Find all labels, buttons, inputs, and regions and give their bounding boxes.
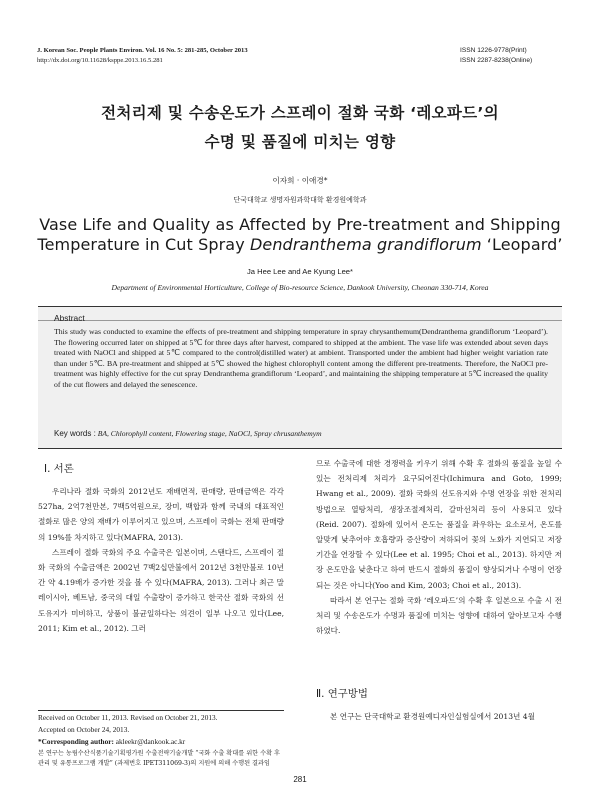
methods-column — [316, 709, 562, 724]
received-dates: Received on October 11, 2013. Revised on October 21, 2013. — [38, 713, 218, 722]
title-ko-line1: 전처리제 및 수송온도가 스프레이 절화 국화 ‘레오파드’의 — [101, 104, 499, 122]
keywords-label: Key words : — [54, 429, 96, 438]
title-en-species: Dendranthema grandiflorum — [249, 235, 482, 254]
right-column — [316, 456, 562, 638]
corresponding-label: *Corresponding author: — [38, 737, 114, 746]
keywords-value: BA, Chlorophyll content, Flowering stage, NaOCl, Spray chrusanthemym — [97, 429, 322, 438]
corresponding-author — [38, 736, 284, 748]
title-en-line2 — [20, 235, 580, 254]
affiliation-en: Department of Environmental Horticulture, College of Bio-resource Science, Dankook University, Cheonan 330-714, Korea — [111, 283, 489, 292]
accepted-date: Accepted on October 24, 2013. — [38, 725, 130, 734]
title-ko-line2: 수명 및 품질에 미치는 영향 — [204, 133, 396, 151]
intro-paragraph-1: 우리나라 절화 국화의 2012년도 재배면적, 판매량, 판매금액은 각각 527ha, 2억7천만본, 7백5억원으로, 장미, 백합과 함께 국내의 대표적인 절화로 많은 양의 재배가 이루어지고 있으며, 스프레이 국화는 전체 판매량의 19%를 차지하고 있다(MAFRA, 2013). — [38, 487, 284, 542]
title-en-line2-pre: Temperature in Cut Spray — [37, 235, 250, 254]
journal-header — [37, 46, 248, 66]
doi-link[interactable]: http://dx.doi.org/10.11628/ksppe.2013.16.5.281 — [37, 57, 163, 64]
affiliation-ko: 단국대학교 생명자원과학대학 환경원예학과 — [233, 196, 367, 204]
intro-paragraph-3: 므로 수출국에 대한 경쟁력을 키우기 위해 수확 후 절화의 품질을 높일 수 있는 전처리제 처리가 요구되어진다(Ichimura and Goto, 1999; Hwang et al., 2009). 절화 국화의 선도유지와 수명 연장을 위한 전처리 방법으로 열탕처리, 생장조절제처리, 갈마선처리 등이 사용되고 있다(Reid. 2007). 절화에 있어서 온도는 품질을 좌우하는 요소로서, 온도를 알맞게 낮추어야 호흡량과 증산량이 저하되어 꽃의 노화가 지연되고 저장기간을 연장할 수 있다(Lee et al. 1995; Choi et al., 2013). 하지만 저장 온도만을 낮춘다고 하여 반드시 절화의 품질이 향상되거나 수명이 연장되는 것은 아니다(Yoo and Kim, 2003; Choi et al., 2013). — [316, 459, 562, 590]
issn-print: ISSN 1226-9778(Print) — [460, 47, 527, 54]
issn-online: ISSN 2287-8238(Online) — [460, 57, 533, 64]
abstract-text: This study was conducted to examine the effects of pre-treatment and shipping temperature in spray chrysanthemum(Dendranthema grandiflorum ‘Leopard’). The flowering occurred later on shipped at 5℃ for three days after harvest, compared to shipped at the ambient. The vase life was extended about seven days treated with NaOCl and shipped at 5℃ compared to the control(distilled water) at ambient. Transported under the ambient had higher weight variation rate than under 5℃. BA pre-treatment and shipped at 5℃ showed the highest chlorophyll content among the different pre-treatments. Therefore, the NaOCl pre-treatment was highly effective for the cut spray Dendranthema grandiflorum ‘Leopard’, and maintaining the shipping temperature at 5℃ increased the quality of the cut flowers and delayed the senescence. — [54, 327, 548, 389]
methods-paragraph-1: 본 연구는 단국대학교 환경원예디자인실험실에서 2013년 4월 — [330, 712, 535, 721]
authors-en: Ja Hee Lee and Ae Kyung Lee* — [247, 267, 353, 276]
title-en-line2-post: ‘Leopard’ — [481, 235, 563, 254]
section-heading-methods: Ⅱ. 연구방법 — [316, 688, 368, 700]
abstract-heading: Abstract — [54, 313, 85, 323]
intro-paragraph-2: 스프레이 절화 국화의 주요 수출국은 일본이며, 스탠다드, 스프레이 절화 국화의 수출금액은 2002년 7백2십만불에서 2012년 3천만불로 10년간 약 4.19배가 증가한 것을 볼 수 있다(MAFRA, 2013). 그러나 최근 말레이시아, 베트남, 중국의 대일 수출량이 증가하고 한국산 절화 국화의 선도유지가 미비하고, 상품이 불균일하다는 의견이 일부 나오고 있다(Lee, 2011; Kim et al., 2012). 그러 — [38, 547, 284, 633]
journal-citation: J. Korean Soc. People Plants Environ. Vol. 16 No. 5: 281-285, October 2013 — [37, 47, 248, 54]
funding-note: 본 연구는 농림수산식품기술기획평가원 수출전략기술개발 “국화 수출 확대를 위한 수확 후 관리 및 유통프로그램 개발” (과제번호 IPET311069-3)의 지원에 의해 수행된 결과임 — [38, 750, 281, 767]
corresponding-email[interactable]: akleekr@dankook.ac.kr — [115, 737, 186, 746]
page-number: 281 — [293, 775, 307, 784]
intro-paragraph-4: 따라서 본 연구는 절화 국화 ‘레오파드’의 수확 후 일본으로 수출 시 전처리 및 수송온도가 수명과 품질에 미치는 영향에 대하여 알아보고자 수행하였다. — [316, 595, 562, 636]
section-heading-intro: Ⅰ. 서론 — [44, 463, 74, 475]
left-column — [38, 484, 284, 636]
issn-block — [460, 46, 532, 66]
keywords — [54, 429, 322, 438]
abstract-divider — [38, 320, 562, 321]
footnote-rule — [38, 710, 284, 711]
title-en-line1: Vase Life and Quality as Affected by Pre-treatment and Shipping — [39, 215, 561, 234]
authors-ko: 이자희 · 이애경* — [272, 176, 328, 185]
